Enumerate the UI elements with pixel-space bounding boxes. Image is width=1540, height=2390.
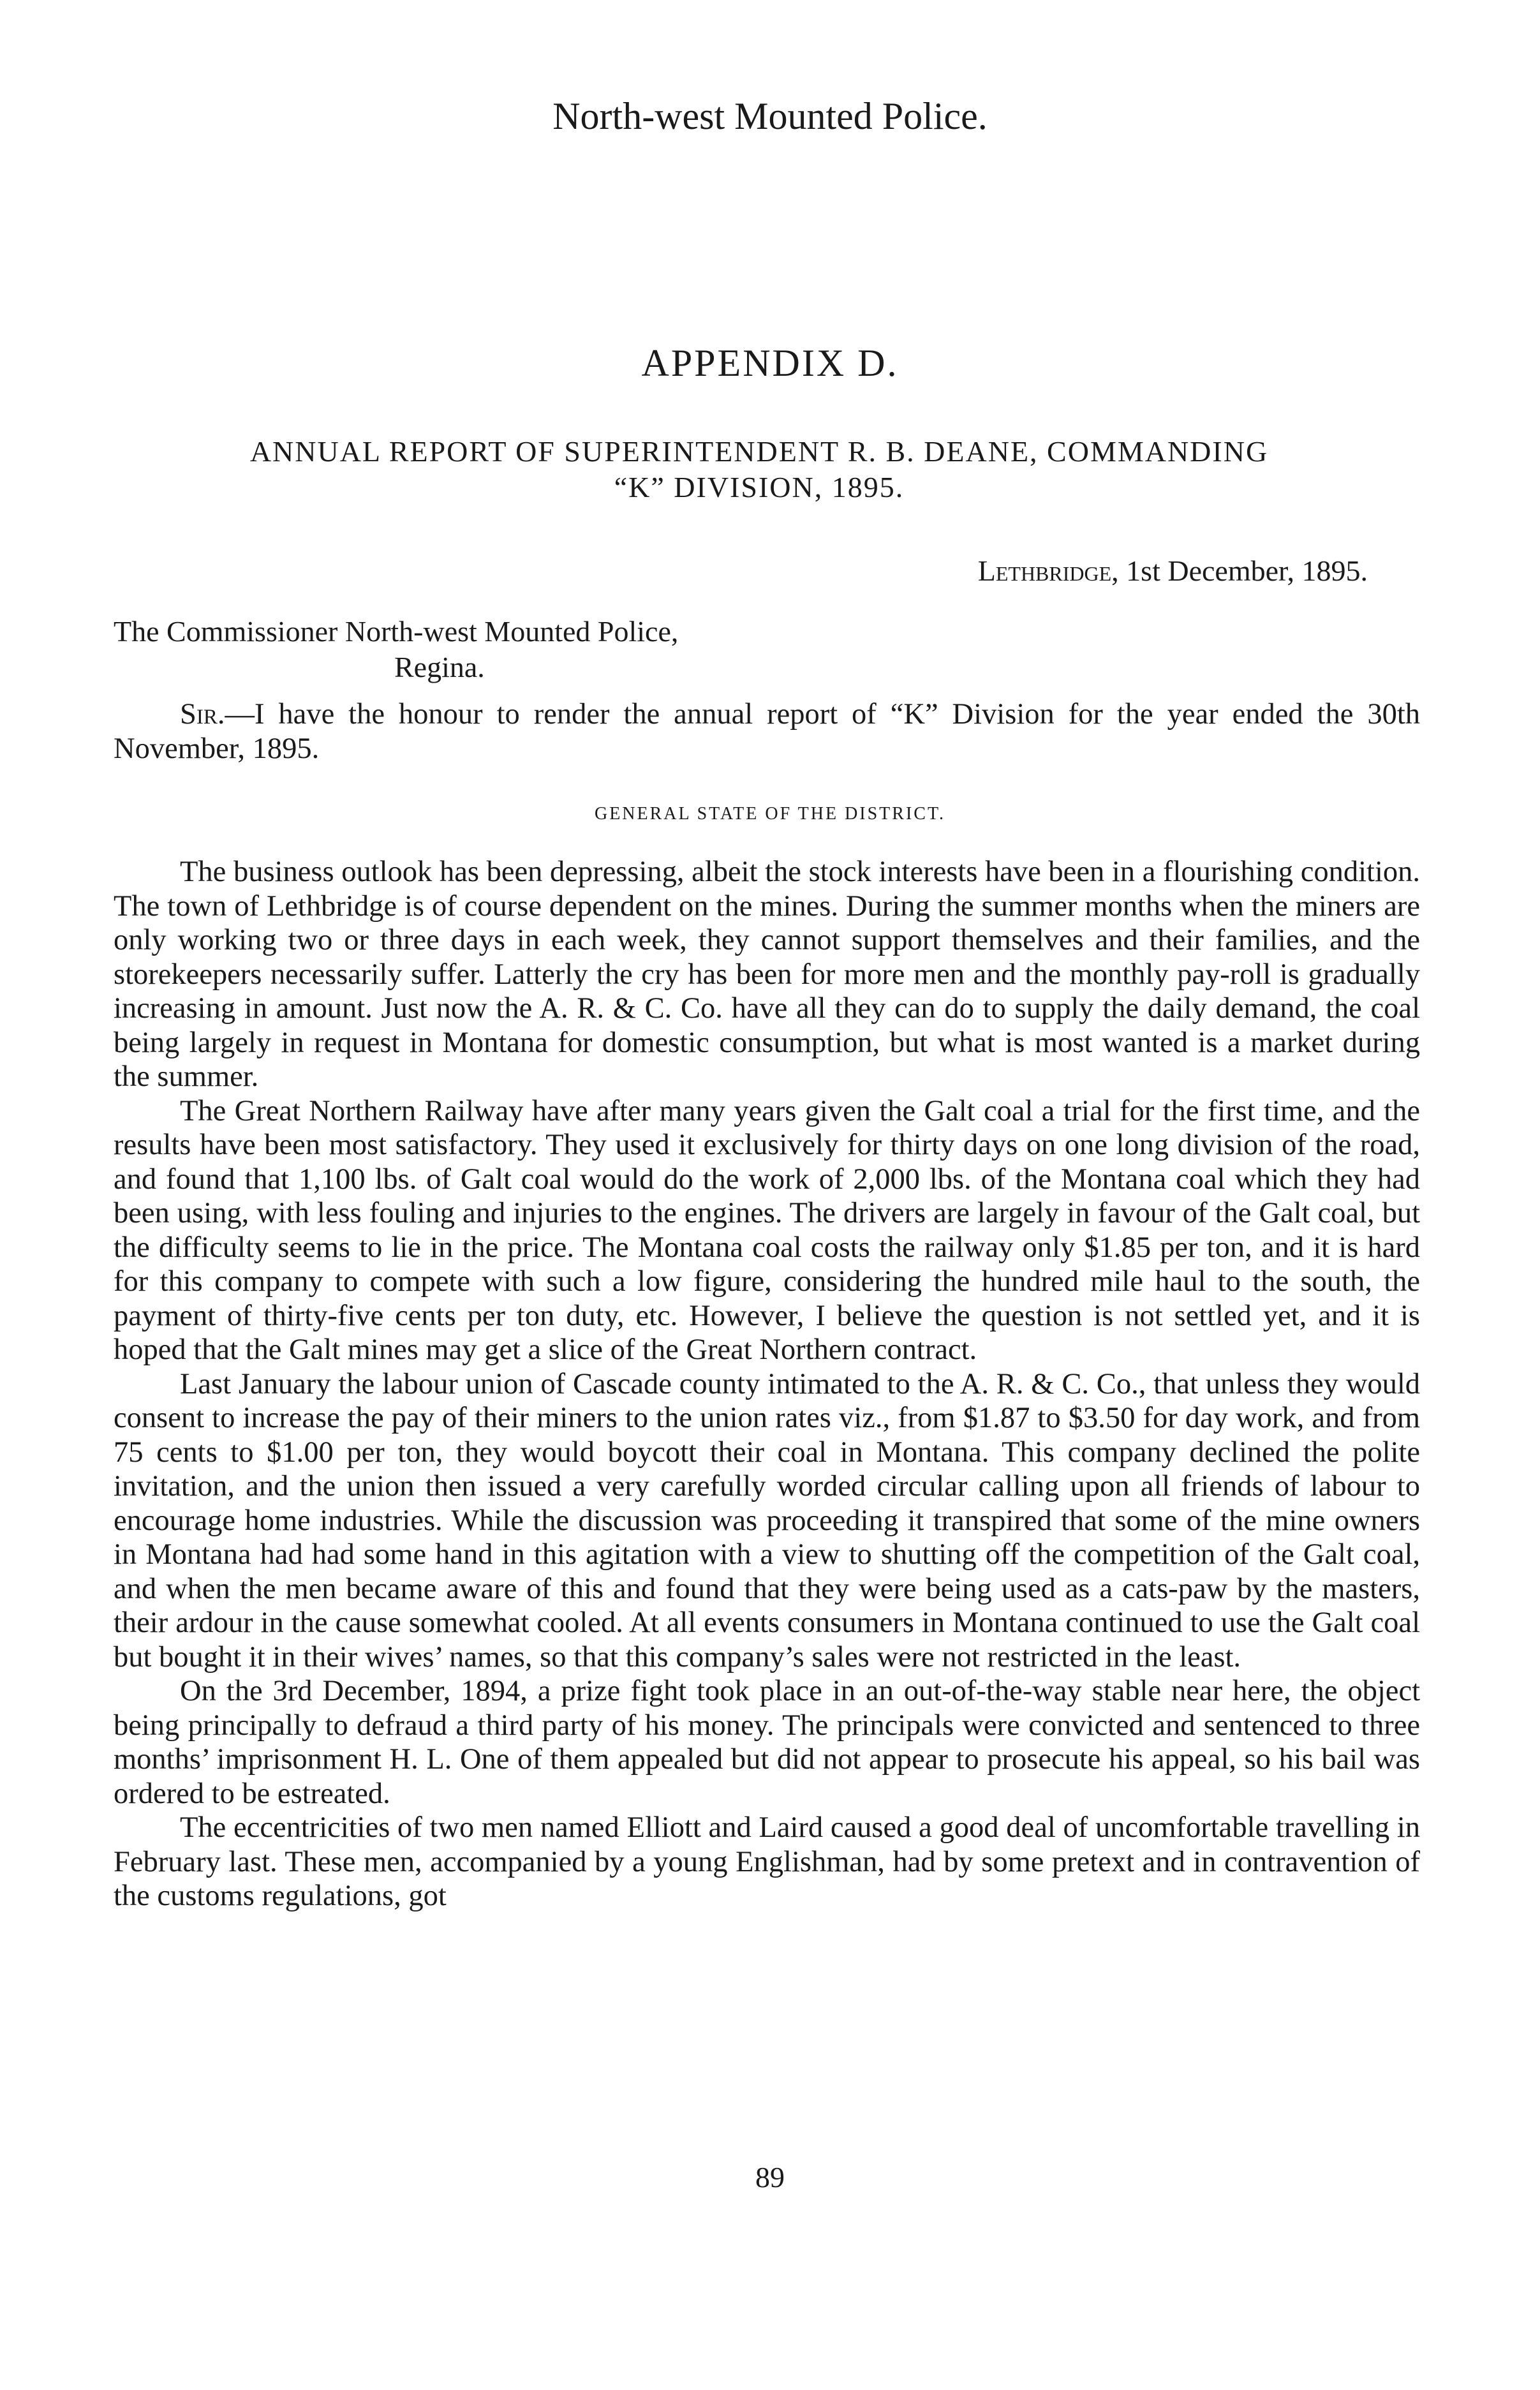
report-title xyxy=(108,434,1410,505)
addressee-line-1: The Commissioner North-west Mounted Police, xyxy=(114,615,679,648)
addressee-line-2: Regina. xyxy=(394,651,485,683)
section-heading: GENERAL STATE OF THE DISTRICT. xyxy=(594,804,945,824)
paragraph: Last January the labour union of Cascade county intimated to the A. R. & C. Co., that unless they would consent to increase the pay of their miners to the union rates viz., from $1.87 to $3.50 for day work, and from 75 cents to $1.00 per ton, they would boycott their coal in Montana. This company declined the polite invitation, and the union then issued a very carefully worded circular calling upon all friends of labour to encourage home industries. While the discussion was proceeding it transpired that some of the mine owners in Montana had had some hand in this agitation with a view to shutting off the competition of the Galt coal, and when the men became aware of this and found that they were being used as a cats-paw by the masters, their ardour in the cause somewhat cooled. At all events consumers in Montana continued to use the Galt coal but bought it in their wives’ names, so that this company’s sales were not restricted in the least. xyxy=(114,1367,1420,1674)
dateline xyxy=(978,554,1368,588)
body-text xyxy=(114,855,1420,1913)
report-title-line-2: “K” DIVISION, 1895. xyxy=(614,471,905,503)
paragraph: The Great Northern Railway have after many years given the Galt coal a trial for the first time, and the results have been most satisfactory. They used it exclusively for thirty days on one long division of the road, and found that 1,100 lbs. of Galt coal would do the work of 2,000 lbs. of the Montana coal which they had been using, with less fouling and injuries to the engines. The drivers are largely in favour of the Galt coal, but the difficulty seems to lie in the price. The Montana coal costs the railway only $1.85 per ton, and it is hard for this company to compete with such a low figure, considering the hundred mile haul to the south, the payment of thirty-five cents per ton duty, etc. However, I believe the question is not settled yet, and it is hoped that the Galt mines may get a slice of the Great Northern contract. xyxy=(114,1094,1420,1366)
paragraph: The eccentricities of two men named Elliott and Laird caused a good deal of uncomfortable travelling in February last. These men, accompanied by a young Englishman, had by some pretext and in contravention of the customs regulations, got xyxy=(114,1811,1420,1912)
salutation xyxy=(114,697,1420,766)
report-title-line-1: ANNUAL REPORT OF SUPERINTENDENT R. B. DEANE, COMMANDING xyxy=(249,435,1269,468)
salutation-sir: Sir. xyxy=(180,698,225,731)
salutation-text: —I have the honour to render the annual report of “K” Division for the year ended the 30th November, 1895. xyxy=(114,698,1420,765)
page-number: 89 xyxy=(755,2161,785,2193)
running-head: North-west Mounted Police. xyxy=(552,95,988,137)
dateline-date: 1st December, 1895. xyxy=(1126,554,1368,587)
paragraph: On the 3rd December, 1894, a prize fight took place in an out-of-the-way stable near here, the object being principally to defraud a third party of his money. The principals were convicted and sentenced to three months’ imprisonment H. L. One of them appealed but did not appear to prosecute his appeal, so his bail was ordered to be estreated. xyxy=(114,1675,1420,1810)
appendix-title: APPENDIX D. xyxy=(641,342,899,384)
dateline-place: Lethbridge, xyxy=(977,554,1119,587)
paragraph: The business outlook has been depressing, albeit the stock interests have been in a flourishing condition. The town of Lethbridge is of course dependent on the mines. During the summer months when the miners are only working two or three days in each week, they cannot support themselves and their families, and the storekeepers necessarily suffer. Latterly the cry has been for more men and the monthly pay-roll is gradually increasing in amount. Just now the A. R. & C. Co. have all they can do to supply the daily demand, the coal being largely in request in Montana for domestic consumption, but what is most wanted is a market during the summer. xyxy=(114,856,1420,1093)
addressee xyxy=(114,614,678,685)
